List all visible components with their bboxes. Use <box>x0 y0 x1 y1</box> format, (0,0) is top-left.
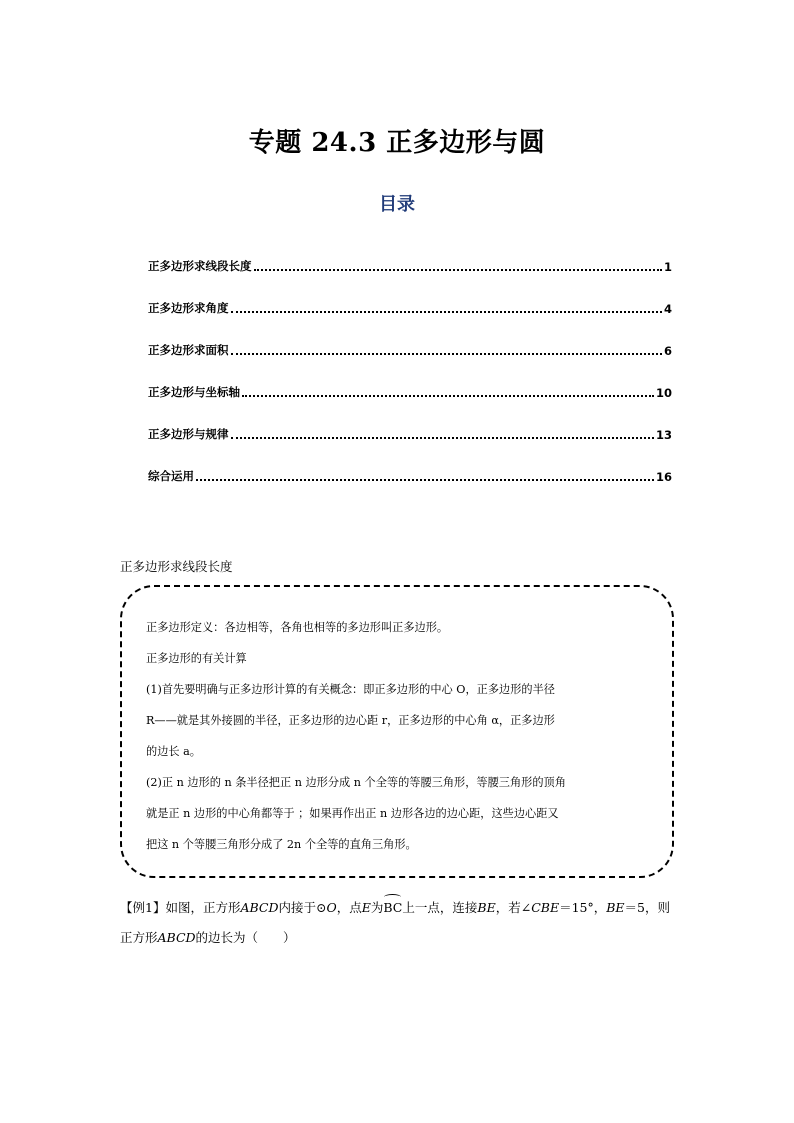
section-heading: 正多边形求线段长度 <box>120 559 233 574</box>
toc-entry[interactable] <box>148 274 672 316</box>
box-line: 正多边形定义：各边相等，各角也相等的多边形叫正多边形。 <box>146 621 449 634</box>
example-text: ＝15°， <box>559 900 607 915</box>
toc-entry[interactable] <box>148 400 672 442</box>
example-text: 上一点，连接 <box>402 900 478 915</box>
toc-entry[interactable] <box>148 232 672 274</box>
example-text: 为 <box>370 900 384 915</box>
toc-heading: 目录 <box>379 194 415 215</box>
toc-entry-page: 1 <box>663 260 672 274</box>
math-var: BE <box>477 900 496 915</box>
toc-entry-label: 正多边形求角度 <box>148 301 229 315</box>
toc-entry[interactable] <box>148 358 672 400</box>
example-text: 的边长为（ ） <box>195 930 296 945</box>
toc-entry-page: 16 <box>655 470 672 484</box>
example-text: ，若∠ <box>495 900 532 915</box>
example-problem <box>120 893 676 953</box>
box-line: 把这 n 个等腰三角形分成了 2n 个全等的直角三角形。 <box>146 838 417 851</box>
math-var: O <box>326 900 337 915</box>
knowledge-box-text <box>146 612 656 860</box>
example-tag: 【例1】 <box>120 900 166 915</box>
toc-entry-label: 正多边形求面积 <box>148 343 229 357</box>
toc-leader-dots <box>231 311 662 313</box>
table-of-contents <box>148 232 672 484</box>
box-line: 就是正 n 边形的中心角都等于 ；如果再作出正 n 边形各边的边心距，这些边心距又 <box>146 807 559 820</box>
toc-leader-dots <box>242 395 654 397</box>
box-line: 的边长 a。 <box>146 745 201 758</box>
example-text: 如图，正方形 <box>165 900 241 915</box>
box-line: (1)首先要明确与正多边形计算的有关概念：即正多边形的中心 O，正多边形的半径 <box>146 683 555 696</box>
box-line: (2)正 n 边形的 n 条半径把正 n 边形分成 n 个全等的等腰三角形，等腰三角形的顶角 <box>146 776 566 789</box>
toc-entry-label: 正多边形与坐标轴 <box>148 385 240 399</box>
toc-entry-page: 6 <box>663 344 672 358</box>
arc-symbol: BC <box>383 893 402 923</box>
toc-entry-label: 综合运用 <box>148 469 194 483</box>
example-text: ＝5，则正方形 <box>120 900 670 945</box>
toc-entry-label: 正多边形求线段长度 <box>148 259 252 273</box>
toc-entry[interactable] <box>148 442 672 484</box>
toc-entry-label: 正多边形与规律 <box>148 427 229 441</box>
box-line: 正多边形的有关计算 <box>146 652 247 665</box>
toc-entry[interactable] <box>148 316 672 358</box>
example-text: ，点 <box>336 900 362 915</box>
math-var: ABCD <box>240 900 279 915</box>
math-var: BE <box>606 900 625 915</box>
toc-entry-page: 13 <box>655 428 672 442</box>
document-title: 专题 24.3 正多边形与圆 <box>248 128 546 158</box>
example-text: 内接于⊙ <box>278 900 327 915</box>
toc-leader-dots <box>231 437 654 439</box>
math-var: CBE <box>531 900 560 915</box>
toc-leader-dots <box>254 269 662 271</box>
math-var: ABCD <box>157 930 196 945</box>
toc-leader-dots <box>231 353 662 355</box>
toc-leader-dots <box>196 479 654 481</box>
toc-entry-page: 10 <box>655 386 672 400</box>
math-var: E <box>361 900 371 915</box>
box-line: R——就是其外接圆的半径，正多边形的边心距 r，正多边形的中心角 α，正多边形 <box>146 714 555 727</box>
toc-entry-page: 4 <box>663 302 672 316</box>
